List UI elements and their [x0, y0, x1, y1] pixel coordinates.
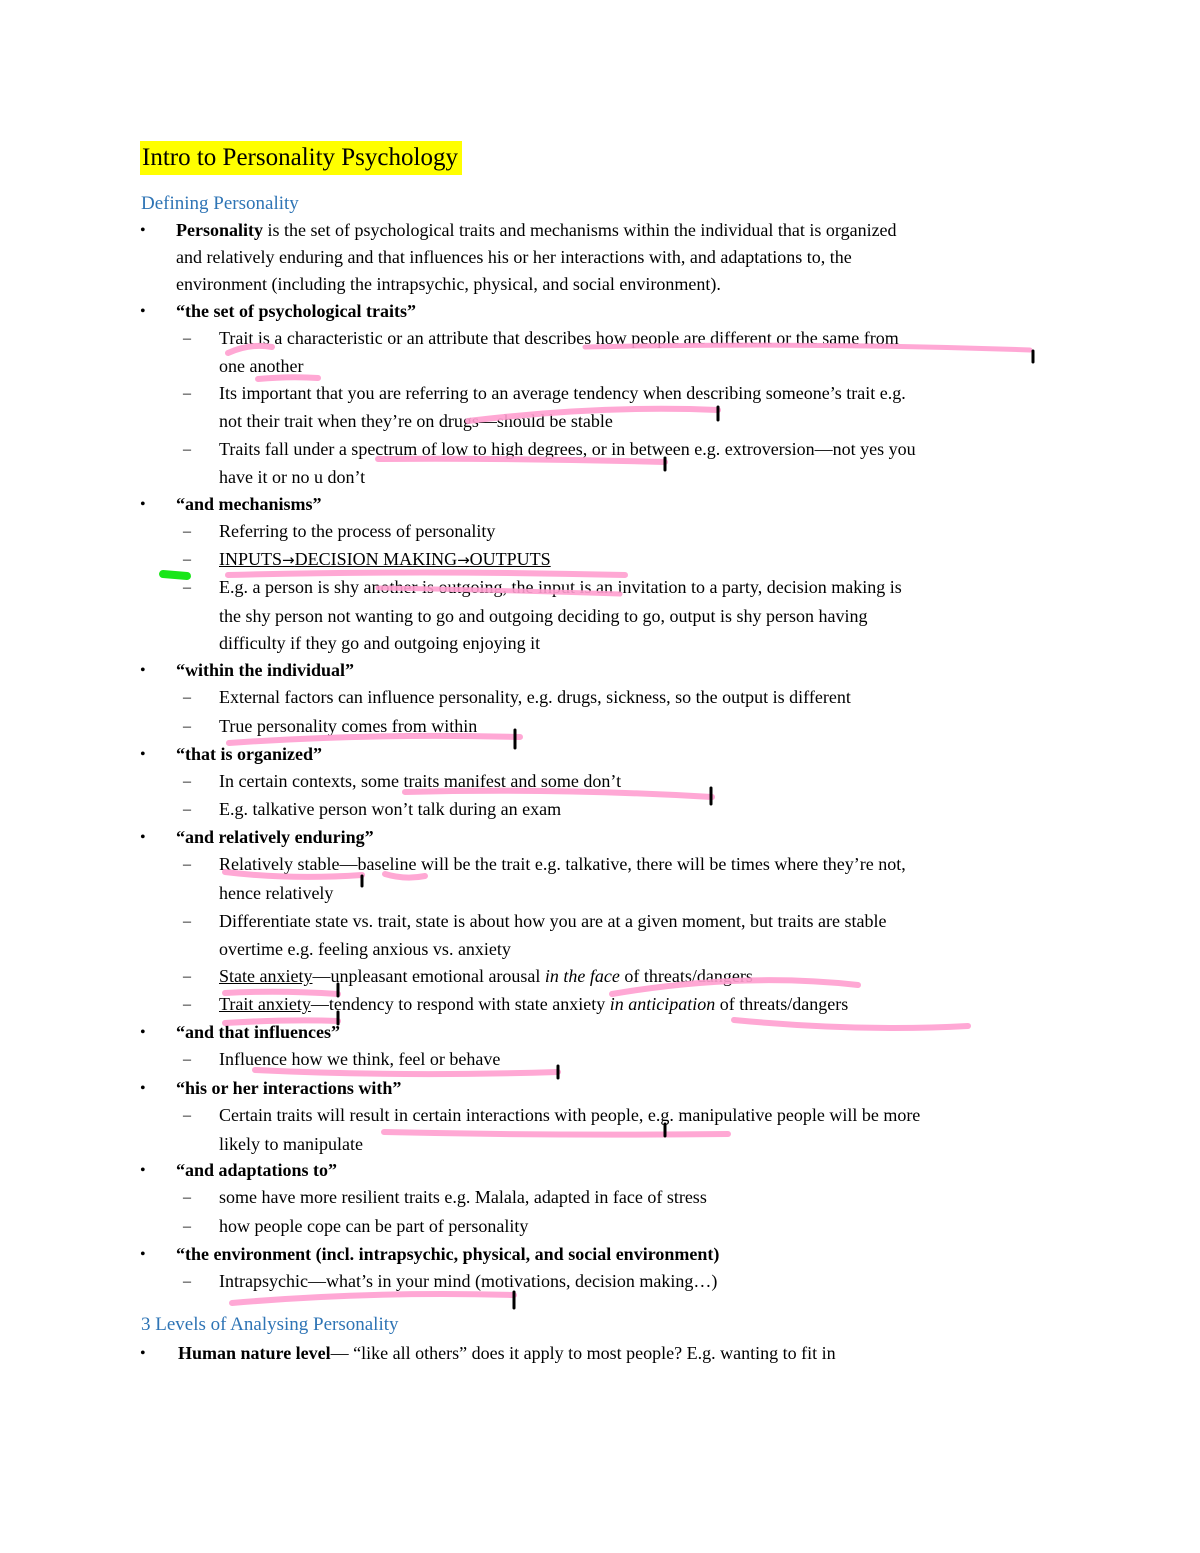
sub-item-line: overtime e.g. feeling anxious vs. anxiety [219, 939, 511, 959]
sub-item-line: Traits fall under a spectrum of low to high degrees, or in between e.g. extroversion—not yes you [219, 439, 916, 459]
sub-item-line: hence relatively [219, 883, 334, 903]
sub-item-line: have it or no u don’t [219, 467, 366, 487]
bullet-text: “and adaptations to” [176, 1160, 338, 1180]
dash-marker: – [183, 1273, 191, 1290]
sub-item-line: difficulty if they go and outgoing enjoying it [219, 633, 541, 653]
bullet-text: “and relatively enduring” [176, 827, 374, 847]
definition-line-2: and relatively enduring and that influences his or her interactions with, and adaptations to, the [176, 247, 852, 267]
bullet-text: “the set of psychological traits” [176, 301, 416, 321]
sub-item-line: the shy person not wanting to go and outgoing deciding to go, output is shy person having [219, 606, 868, 626]
flow-outputs: OUTPUTS [469, 549, 551, 569]
bullet-text: “and that influences” [176, 1022, 341, 1042]
sub-item-line: Its important that you are referring to an average tendency when describing someone’s trait e.g. [219, 383, 906, 403]
dash-marker: – [183, 1107, 191, 1124]
page-title: Intro to Personality Psychology [140, 141, 462, 175]
bullet-marker: • [140, 1345, 146, 1362]
trait-anxiety-line [219, 991, 1069, 1018]
definition-term: Personality [176, 220, 263, 240]
sub-item-line: Differentiate state vs. trait, state is about how you are at a given moment, but traits are stable [219, 911, 887, 931]
sub-item-line: Influence how we think, feel or behave [219, 1049, 501, 1069]
sub-item-text: of threats/dangers [619, 966, 753, 986]
dash-marker: – [183, 773, 191, 790]
bullet-marker: • [140, 496, 146, 513]
sub-item-line: Relatively stable—baseline will be the trait e.g. talkative, there will be times where they’re not, [219, 854, 906, 874]
bullet-marker: • [140, 1080, 146, 1097]
sub-item-text: unpleasant emotional arousal [330, 966, 545, 986]
human-nature-level [178, 1340, 1078, 1367]
flow-inputs: INPUTS [219, 549, 283, 569]
dash-marker: – [183, 996, 191, 1013]
bullet-text: “his or her interactions with” [176, 1078, 402, 1098]
sub-item-text: of threats/dangers [715, 994, 849, 1014]
term-trait-anxiety: Trait anxiety [219, 994, 311, 1014]
flow-decision: DECISION MAKING [294, 549, 458, 569]
arrow-icon: → [457, 551, 470, 569]
sub-item-line: not their trait when they’re on drugs—should be stable [219, 411, 613, 431]
sub-item-line: likely to manipulate [219, 1134, 363, 1154]
em-dash: — [312, 966, 331, 986]
dash-marker: – [183, 718, 191, 735]
bullet-text: “the environment (incl. intrapsychic, physical, and social environment) [176, 1244, 720, 1264]
italic-phrase: in the face [544, 966, 620, 986]
bullet-marker: • [140, 829, 146, 846]
bullet-text: “and mechanisms” [176, 494, 322, 514]
bullet-enduring [176, 824, 1076, 851]
dash-marker: – [183, 385, 191, 402]
dash-marker: – [183, 551, 191, 568]
bullet-organized [176, 741, 1076, 768]
bullet-environment [176, 1241, 1076, 1268]
dash-marker: – [183, 1189, 191, 1206]
bullet-text: — “like all others” does it apply to most people? E.g. wanting to fit in [330, 1343, 836, 1363]
bullet-marker: • [140, 222, 146, 239]
bullet-interactions [176, 1075, 1076, 1102]
bullet-set-of-traits [176, 298, 1076, 325]
dash-marker: – [183, 968, 191, 985]
definition-line-1 [176, 217, 1076, 244]
definition-text: is the set of psychological traits and mechanisms within the individual that is organized [263, 220, 897, 240]
arrow-icon: → [282, 551, 295, 569]
sub-item-line: Referring to the process of personality [219, 521, 496, 541]
bullet-influences [176, 1019, 1076, 1046]
dash-marker: – [183, 579, 191, 596]
italic-phrase: in anticipation [609, 994, 716, 1014]
sub-item-line: how people cope can be part of personality [219, 1216, 529, 1236]
dash-marker: – [183, 330, 191, 347]
pen-stroke [232, 1294, 514, 1303]
bullet-adaptations [176, 1157, 1076, 1184]
em-dash: — [310, 994, 329, 1014]
heading-levels: 3 Levels of Analysing Personality [141, 1314, 399, 1335]
sub-item-line: one another [219, 356, 304, 376]
bullet-term: Human nature level [178, 1343, 331, 1363]
process-flow [219, 546, 1069, 574]
bullet-marker: • [140, 746, 146, 763]
bullet-marker: • [140, 1246, 146, 1263]
dash-marker: – [183, 689, 191, 706]
state-anxiety-line [219, 963, 1069, 990]
bullet-within-individual [176, 657, 1076, 684]
bullet-text: “within the individual” [176, 660, 355, 680]
dash-marker: – [183, 856, 191, 873]
bullet-text: “that is organized” [176, 744, 322, 764]
sub-item-line: True personality comes from within [219, 716, 478, 736]
dash-marker: – [183, 441, 191, 458]
sub-item-line: E.g. a person is shy another is outgoing, the input is an invitation to a party, decision making is [219, 577, 902, 597]
bullet-marker: • [140, 662, 146, 679]
sub-item-line: E.g. talkative person won’t talk during an exam [219, 799, 562, 819]
dash-marker: – [183, 523, 191, 540]
sub-item-line: Trait is a characteristic or an attribute that describes how people are different or the same from [219, 328, 899, 348]
bullet-marker: • [140, 1162, 146, 1179]
dash-marker: – [183, 1218, 191, 1235]
sub-item-text: tendency to respond with state anxiety [328, 994, 610, 1014]
bullet-marker: • [140, 303, 146, 320]
term-state-anxiety: State anxiety [219, 966, 313, 986]
dash-marker: – [183, 913, 191, 930]
sub-item-line: some have more resilient traits e.g. Malala, adapted in face of stress [219, 1187, 707, 1207]
dash-marker: – [183, 1051, 191, 1068]
bullet-marker: • [140, 1024, 146, 1041]
heading-defining-personality: Defining Personality [141, 193, 299, 214]
bullet-mechanisms [176, 491, 1076, 518]
sub-item-line: In certain contexts, some traits manifest and some don’t [219, 771, 622, 791]
dash-marker: – [183, 801, 191, 818]
sub-item-line: External factors can influence personality, e.g. drugs, sickness, so the output is different [219, 687, 851, 707]
sub-item-line: Certain traits will result in certain interactions with people, e.g. manipulative people will be more [219, 1105, 921, 1125]
sub-item-line: Intrapsychic—what’s in your mind (motivations, decision making…) [219, 1271, 718, 1291]
definition-line-3: environment (including the intrapsychic, physical, and social environment). [176, 274, 721, 294]
